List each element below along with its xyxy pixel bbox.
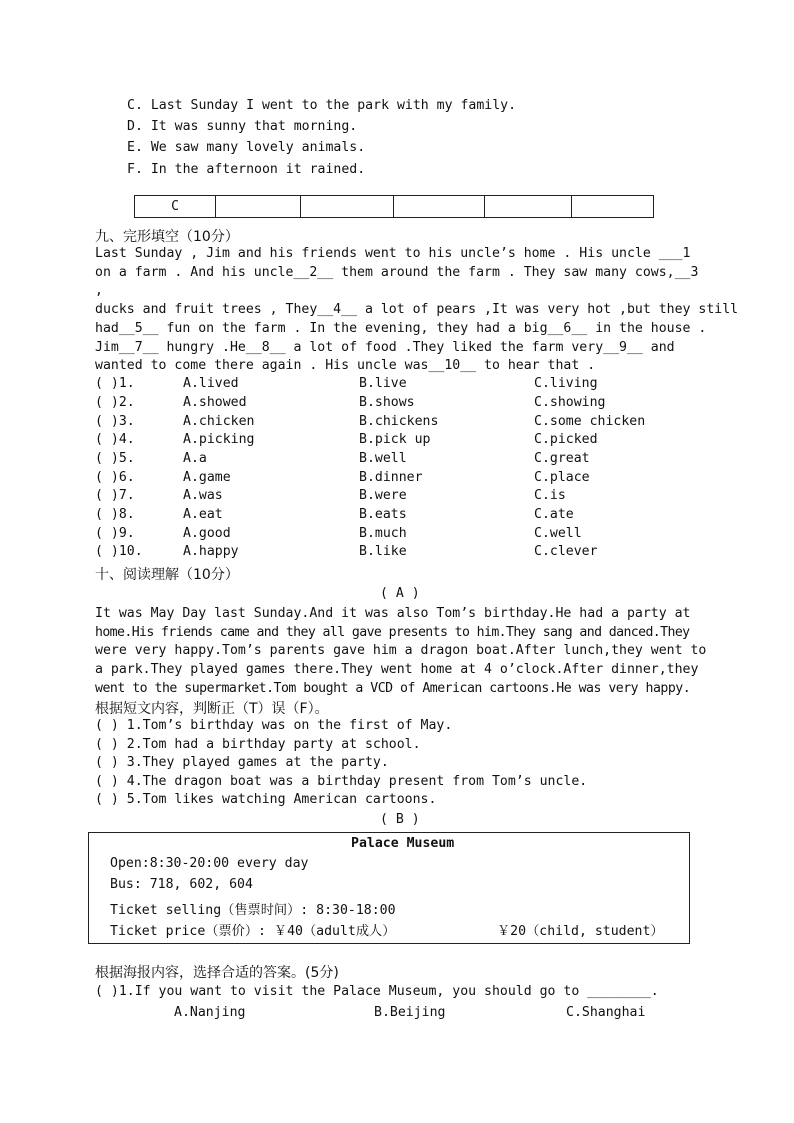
reading-passage-line: It was May Day last Sunday.And it was also Tom’s birthday.He had a party at: [95, 606, 691, 621]
judge-statement[interactable]: ( ) 5.Tom likes watching American cartoons.: [95, 792, 437, 807]
question-number[interactable]: ( )5.: [95, 451, 135, 466]
cloze-heading: 九、完形填空（10分）: [95, 229, 239, 245]
option-c: C.some chicken: [534, 414, 646, 429]
option-b: B.like: [359, 544, 407, 559]
poster-ticket-price: Ticket price（票价）: ￥40（adult成人）: [110, 924, 396, 939]
option-a: A.chicken: [183, 414, 255, 429]
cloze-passage-line: had__5__ fun on the farm . In the evening, they had a big__6__ in the house .: [95, 321, 707, 336]
option-b: B.chickens: [359, 414, 439, 429]
reading-passage-line: a park.They played games there.They went home at 4 o’clock.After dinner,they: [95, 662, 699, 677]
answer-cell[interactable]: [394, 196, 485, 218]
answer-cell[interactable]: C: [135, 196, 216, 218]
option-b: B.shows: [359, 395, 415, 410]
option-b: B.live: [359, 376, 407, 391]
poster-title: Palace Museum: [351, 836, 455, 851]
option-b: B.eats: [359, 507, 407, 522]
option-b: B.Beijing: [374, 1005, 446, 1020]
option-c: C.living: [534, 376, 598, 391]
question-number[interactable]: ( )10.: [95, 544, 143, 559]
answer-cell[interactable]: [572, 196, 654, 218]
judge-statement[interactable]: ( ) 4.The dragon boat was a birthday present from Tom’s uncle.: [95, 774, 588, 789]
reading-passage-line: went to the supermarket.Tom bought a VCD of American cartoons.He was very happy.: [95, 681, 691, 696]
option-a: A.showed: [183, 395, 247, 410]
part-b-label: ( B ): [380, 812, 420, 827]
option-c: C.showing: [534, 395, 606, 410]
option-c: C.great: [534, 451, 590, 466]
answer-cell[interactable]: [216, 196, 301, 218]
question-number[interactable]: ( )3.: [95, 414, 135, 429]
option-b: B.were: [359, 488, 407, 503]
poster-ticket-selling: Ticket selling（售票时间）: 8:30-18:00: [110, 903, 396, 918]
option-c: C.is: [534, 488, 566, 503]
option-b: B.pick up: [359, 432, 431, 447]
question-number[interactable]: ( )6.: [95, 470, 135, 485]
option-c: C.well: [534, 526, 582, 541]
option-a: A.game: [183, 470, 231, 485]
poster-child-price: ￥20（child, student）: [497, 924, 664, 939]
answer-cell[interactable]: [301, 196, 394, 218]
option-b: B.well: [359, 451, 407, 466]
option-c: C.clever: [534, 544, 598, 559]
judge-instruction: 根据短文内容，判断正（T）误（F）。: [95, 701, 329, 717]
reading-passage-line: were very happy.Tom’s parents gave him a dragon boat.After lunch,they went to: [95, 643, 707, 658]
museum-poster: [88, 832, 690, 944]
poster-open-hours: Open:8:30-20:00 every day: [110, 856, 309, 871]
poster-question-stem[interactable]: ( )1.If you want to visit the Palace Museum, you should go to ________.: [95, 984, 659, 999]
question-number[interactable]: ( )8.: [95, 507, 135, 522]
cloze-passage-line: on a farm . And his uncle__2__ them around the farm . They saw many cows,__3: [95, 265, 699, 280]
option-a: A.picking: [183, 432, 255, 447]
answer-table: [134, 195, 654, 218]
option-a: A.happy: [183, 544, 239, 559]
judge-statement[interactable]: ( ) 3.They played games at the party.: [95, 755, 389, 770]
option-a: A.was: [183, 488, 223, 503]
question-number[interactable]: ( )2.: [95, 395, 135, 410]
cloze-passage-line: Jim__7__ hungry .He__8__ a lot of food .They liked the farm very__9__ and: [95, 340, 675, 355]
question-number[interactable]: ( )4.: [95, 432, 135, 447]
option-c: C.place: [534, 470, 590, 485]
answer-cell[interactable]: [485, 196, 572, 218]
option-a: A.Nanjing: [174, 1005, 246, 1020]
option-c: C.picked: [534, 432, 598, 447]
sort-line-c: C. Last Sunday I went to the park with my family.: [127, 98, 517, 113]
judge-statement[interactable]: ( ) 1.Tom’s birthday was on the first of May.: [95, 718, 453, 733]
cloze-passage-line: ducks and fruit trees , They__4__ a lot of pears ,It was very hot ,but they still: [95, 302, 739, 317]
cloze-passage-line: wanted to come there again . His uncle was__10__ to hear that .: [95, 358, 596, 373]
option-b: B.dinner: [359, 470, 423, 485]
option-b: B.much: [359, 526, 407, 541]
question-number[interactable]: ( )7.: [95, 488, 135, 503]
cloze-passage-line: Last Sunday , Jim and his friends went to his uncle’s home . His uncle ___1: [95, 246, 691, 261]
option-c: C.Shanghai: [566, 1005, 646, 1020]
option-a: A.a: [183, 451, 207, 466]
poster-bus: Bus: 718, 602, 604: [110, 877, 253, 892]
sort-line-e: E. We saw many lovely animals.: [127, 140, 366, 155]
option-c: C.ate: [534, 507, 574, 522]
reading-passage-line: home.His friends came and they all gave presents to him.They sang and danced.They: [95, 625, 690, 640]
sort-line-f: F. In the afternoon it rained.: [127, 162, 366, 177]
option-a: A.good: [183, 526, 231, 541]
question-number[interactable]: ( )9.: [95, 526, 135, 541]
poster-instruction: 根据海报内容，选择合适的答案。(5分): [95, 965, 339, 981]
question-number[interactable]: ( )1.: [95, 376, 135, 391]
sort-line-d: D. It was sunny that morning.: [127, 119, 358, 134]
option-a: A.eat: [183, 507, 223, 522]
option-a: A.lived: [183, 376, 239, 391]
part-a-label: ( A ): [380, 586, 420, 601]
cloze-passage-line: ,: [95, 283, 103, 298]
reading-heading: 十、阅读理解（10分）: [95, 567, 239, 583]
judge-statement[interactable]: ( ) 2.Tom had a birthday party at school.: [95, 737, 421, 752]
